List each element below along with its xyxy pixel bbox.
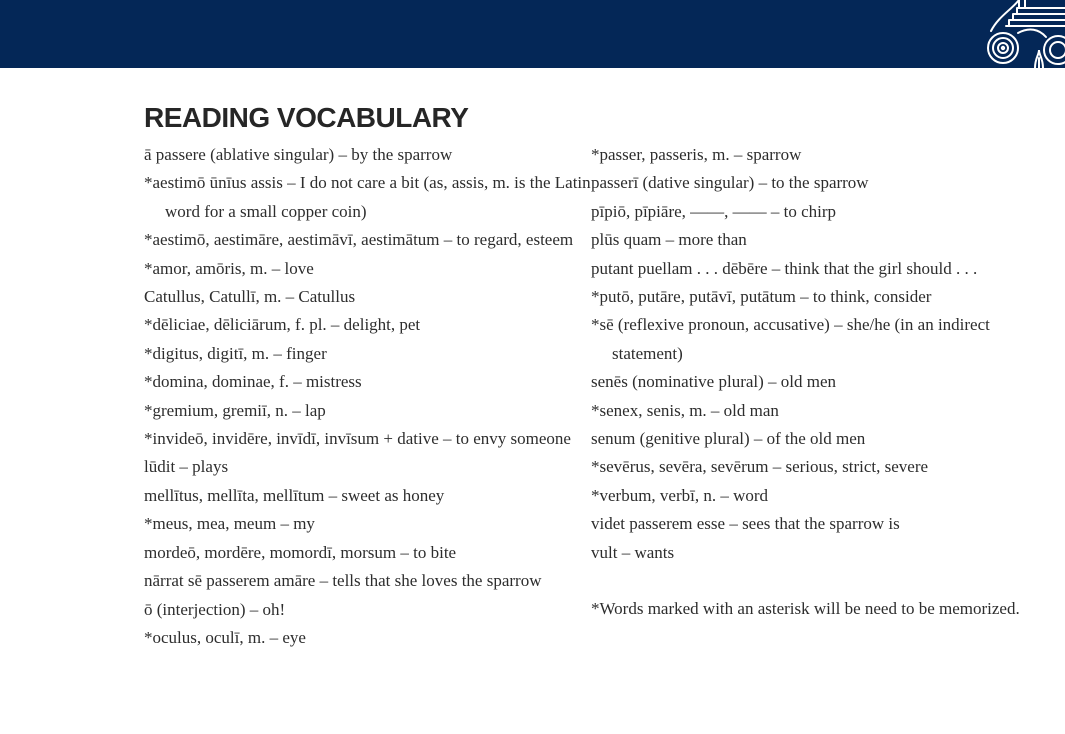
vocab-columns <box>144 141 1051 652</box>
page-content <box>0 68 1065 652</box>
vocab-entry: mordeō, mordēre, momordī, morsum – to bite <box>144 542 457 562</box>
vocab-entry: putant puellam . . . dēbēre – think that the girl should . . . <box>591 258 978 278</box>
vocab-entry: *gremium, gremiī, n. – lap <box>144 400 326 420</box>
vocab-entry: *passer, passeris, m. – sparrow <box>591 145 802 164</box>
vocab-column-left <box>144 141 591 652</box>
vocab-entry: senum (genitive plural) – of the old men <box>591 429 866 449</box>
vocab-entry: *putō, putāre, putāvī, putātum – to think, consider <box>591 287 932 307</box>
vocab-entry: *aestimō ūnīus assis – I do not care a bit (as, assis, m. is the Latin word for a small copper coin) <box>144 173 591 221</box>
vocab-entry: mellītus, mellīta, mellītum – sweet as honey <box>144 485 445 505</box>
vocab-entry: passerī (dative singular) – to the sparrow <box>591 173 869 193</box>
vocab-entry: *meus, mea, meum – my <box>144 514 315 534</box>
vocab-entry: *verbum, verbī, n. – word <box>591 485 769 505</box>
header-band <box>0 0 1065 68</box>
vocab-entry: *digitus, digitī, m. – finger <box>144 343 327 363</box>
vocab-entry: videt passerem esse – sees that the sparrow is <box>591 514 900 534</box>
vocab-entry: vult – wants <box>591 542 675 562</box>
ionic-column-capital-icon <box>973 0 1065 68</box>
vocab-entry: *sē (reflexive pronoun, accusative) – she/he (in an indirect statement) <box>591 315 990 363</box>
vocab-entry: nārrat sē passerem amāre – tells that she loves the sparrow <box>144 571 542 591</box>
vocab-entry: ā passere (ablative singular) – by the sparrow <box>144 145 453 164</box>
vocab-entry: *sevērus, sevēra, sevērum – serious, strict, severe <box>591 457 929 477</box>
vocab-entry: *amor, amōris, m. – love <box>144 258 314 278</box>
vocab-column-right-entries <box>591 141 1038 567</box>
vocab-entry: plūs quam – more than <box>591 230 747 250</box>
vocab-entry: *aestimō, aestimāre, aestimāvī, aestimātum – to regard, esteem <box>144 230 574 250</box>
vocab-entry: *domina, dominae, f. – mistress <box>144 372 362 392</box>
vocab-entry: *oculus, oculī, m. – eye <box>144 627 306 647</box>
page-title: READING VOCABULARY <box>144 102 469 133</box>
asterisk-footnote: *Words marked with an asterisk will be need to be memorized. <box>591 599 1020 619</box>
vocab-entry: senēs (nominative plural) – old men <box>591 372 837 392</box>
vocab-entry: *dēliciae, dēliciārum, f. pl. – delight, pet <box>144 315 421 335</box>
vocab-column-right <box>591 141 1038 652</box>
vocab-entry: lūdit – plays <box>144 457 229 477</box>
vocab-entry: ō (interjection) – oh! <box>144 599 286 619</box>
vocab-entry: pīpiō, pīpiāre, ——, —— – to chirp <box>591 201 837 221</box>
vocab-entry: *invideō, invidēre, invīdī, invīsum + dative – to envy someone <box>144 429 571 449</box>
vocab-entry: Catullus, Catullī, m. – Catullus <box>144 287 356 307</box>
vocab-entry: *senex, senis, m. – old man <box>591 400 779 420</box>
